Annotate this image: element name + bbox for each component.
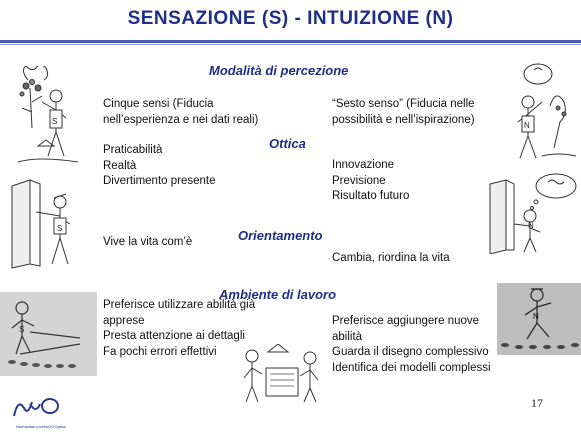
percezione-n-line-1: “Sesto senso” (Fiducia nelle xyxy=(332,98,475,110)
n-label-2: N xyxy=(528,221,534,230)
logo-text: Humanitas InvenioXXOpera xyxy=(16,424,66,429)
n-gardener-illustration xyxy=(498,62,578,162)
n-label-1: N xyxy=(524,121,530,130)
s-wall-illustration xyxy=(4,178,86,270)
ottica-n-line-2: Previsione xyxy=(332,174,386,187)
humanitas-logo xyxy=(8,394,64,424)
ambiente-s-line-2: apprese xyxy=(103,314,145,327)
ambiente-s-line-3: Presta attenzione ai dettagli xyxy=(103,330,245,342)
n-label-3: N xyxy=(533,312,539,321)
ottica-s-line-2: Realtà xyxy=(103,159,137,172)
s-path-photo xyxy=(0,292,97,376)
ambiente-n-line-1: Preferisce aggiungere nuove xyxy=(332,315,480,327)
percezione-n-text xyxy=(332,97,475,128)
title-underline-thin xyxy=(0,44,581,45)
ottica-s-line-1: Praticabilità xyxy=(103,144,163,156)
heading-ottica: Ottica xyxy=(269,136,306,151)
ottica-n-line-1: Innovazione xyxy=(332,159,395,171)
page-number: 17 xyxy=(531,396,543,410)
percezione-n-line-2: possibilità e nell’ispirazione) xyxy=(332,113,475,126)
n-path-photo xyxy=(497,283,581,355)
ottica-s-line-3: Divertimento presente xyxy=(103,175,216,187)
ottica-s-text xyxy=(103,143,216,190)
n-wall-illustration xyxy=(484,170,580,254)
ambiente-n-text xyxy=(332,314,491,376)
heading-percezione: Modalità di percezione xyxy=(209,63,349,78)
ottica-n-line-3: Risultato futuro xyxy=(332,190,410,202)
orientamento-n-text xyxy=(332,251,450,267)
s-gardener-illustration xyxy=(8,66,88,174)
slide-title: SENSAZIONE (S) - INTUIZIONE (N) xyxy=(127,8,454,29)
percezione-s-text xyxy=(103,97,258,128)
ambiente-n-line-4: Identifica dei modelli complessi xyxy=(332,361,491,374)
orientamento-n-line-1: Cambia, riordina la vita xyxy=(332,252,450,264)
s-label-1: S xyxy=(52,117,58,126)
s-label-2: S xyxy=(57,224,63,233)
percezione-s-line-2: nell’esperienza e nei dati reali) xyxy=(103,113,259,126)
heading-ambiente: Ambiente di lavoro xyxy=(219,287,337,302)
ambiente-s-line-1: Preferisce utilizzare abilità già xyxy=(103,299,256,311)
ambiente-s-text xyxy=(103,298,255,360)
ambiente-s-line-4: Fa pochi errori effettivi xyxy=(103,345,217,358)
s-label-3: S xyxy=(19,325,25,334)
heading-orientamento: Orientamento xyxy=(238,228,323,243)
orientamento-s-text xyxy=(103,235,192,251)
ottica-n-text xyxy=(332,158,409,205)
ambiente-n-line-2: abilità xyxy=(332,330,363,343)
orientamento-s-line-1: Vive la vita com’è xyxy=(103,236,193,248)
title-underline xyxy=(0,40,581,43)
percezione-s-line-1: Cinque sensi (Fiducia xyxy=(103,98,214,110)
ambiente-n-line-3: Guarda il disegno complessivo xyxy=(332,346,489,358)
